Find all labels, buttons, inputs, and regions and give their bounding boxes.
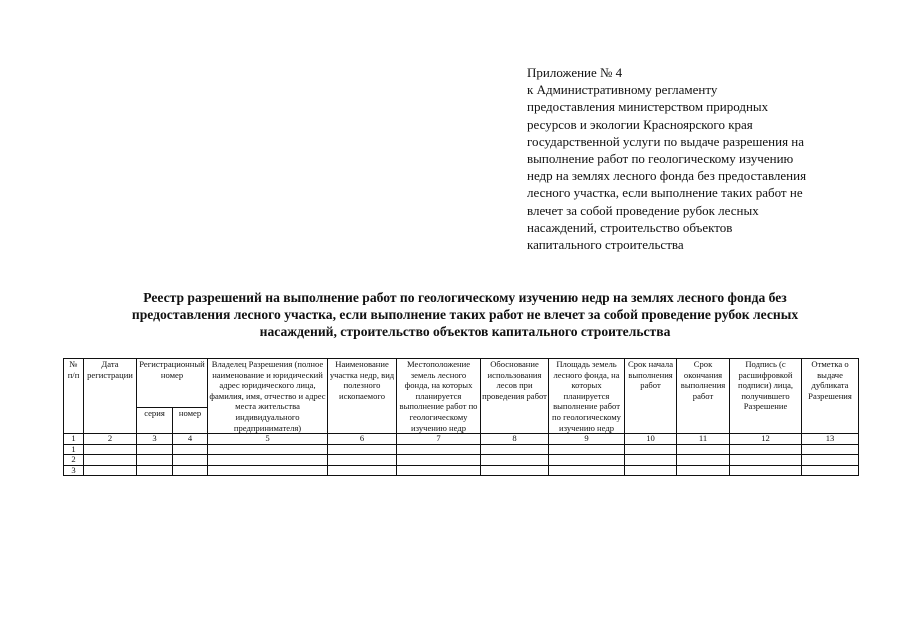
table-cell [730,455,802,466]
appendix-line: капитального строительства [527,237,684,253]
table-cell [84,465,137,476]
table-cell [677,444,730,455]
table-cell [397,455,481,466]
appendix-line: к Административному регламенту [527,82,718,98]
column-number: 9 [549,434,625,445]
table-cell [397,465,481,476]
table-cell [208,465,328,476]
row-number: 3 [64,465,84,476]
registry-table [63,358,859,476]
col-header-num: № п/п [64,359,84,434]
col-header-location: Местоположение земель лесного фонда, на которых планируется выполнение работ по геологическому изучению недр [397,359,481,434]
column-number: 5 [208,434,328,445]
table-cell [549,444,625,455]
column-number: 11 [677,434,730,445]
appendix-line: насаждений, строительство объектов [527,219,733,235]
table-cell [173,455,208,466]
table-cell [481,455,549,466]
table-cell [208,444,328,455]
col-header-basis: Обоснование использования лесов при проведения работ [481,359,549,434]
appendix-line: недр на землях лесного фонда без предоставления [527,168,807,184]
table-cell [208,455,328,466]
table-cell [328,444,397,455]
table-cell [625,444,677,455]
column-number: 10 [625,434,677,445]
row-number: 1 [64,444,84,455]
table-row [64,444,859,455]
col-header-number: номер [173,408,208,434]
table-cell [84,444,137,455]
column-number: 13 [802,434,859,445]
table-row [64,455,859,466]
row-number: 2 [64,455,84,466]
appendix-line: предоставления министерством природных [527,99,769,115]
table-cell [173,465,208,476]
appendix-line: Приложение № 4 [527,65,623,80]
table-cell [802,455,859,466]
table-cell [730,465,802,476]
table-cell [802,465,859,476]
table-cell [397,444,481,455]
title-line: насаждений, строительство объектов капитального строительства [259,324,671,339]
table-cell [137,455,173,466]
column-number: 7 [397,434,481,445]
col-header-series: серия [137,408,173,434]
column-number: 3 [137,434,173,445]
table-cell [802,444,859,455]
table-cell [137,465,173,476]
appendix-line: государственной услуги по выдаче разрешения на [527,133,805,149]
column-number: 6 [328,434,397,445]
table-row [64,465,859,476]
column-number-row [64,434,859,445]
appendix-line: влечет за собой проведение рубок лесных [527,202,759,218]
col-header-signature: Подпись (с расшифровкой подписи) лица, получившего Разрешение [730,359,802,434]
table-cell [328,465,397,476]
col-header-start: Срок начала выполнения работ [625,359,677,434]
table-cell [625,465,677,476]
appendix-line: лесного участка, если выполнение таких работ не [527,185,803,201]
column-number: 4 [173,434,208,445]
column-number: 8 [481,434,549,445]
col-header-plot: Наименование участка недр, вид полезного ископаемого [328,359,397,434]
col-header-duplicate: Отметка о выдаче дубликата Разрешения [802,359,859,434]
table-cell [730,444,802,455]
title-line: предоставления лесного участка, если выполнение таких работ не влечет за собой проведение рубок лесных [131,307,799,322]
col-header-owner: Владелец Разрешения (полное наименование и юридический адрес юридического лица, фамилия, имя, отчество и адрес места жительства индивидуального предпринимателя) [209,359,326,433]
document-title [70,289,860,340]
table-cell [481,444,549,455]
title-line: Реестр разрешений на выполнение работ по геологическому изучению недр на землях лесного фонда без [143,290,787,305]
table-cell [677,455,730,466]
table-cell [625,455,677,466]
col-header-end: Срок окончания выполнения работ [677,359,730,434]
table-cell [549,455,625,466]
column-number: 2 [84,434,137,445]
column-number: 1 [64,434,84,445]
col-header-date: Дата регистрации [84,359,137,434]
col-header-area: Площадь земель лесного фонда, на которых планируется выполнение работ по геологическому изучению недр [549,359,625,434]
table-cell [173,444,208,455]
table-cell [549,465,625,476]
appendix-line: ресурсов и экологии Красноярского края [527,116,753,132]
appendix-line: выполнение работ по геологическому изучению [527,151,794,167]
col-header-reg-number: Регистрационный номер [137,359,208,408]
table-cell [84,455,137,466]
table-cell [677,465,730,476]
appendix-note [527,64,867,253]
column-number: 12 [730,434,802,445]
table-cell [481,465,549,476]
table-cell [328,455,397,466]
table-cell [137,444,173,455]
